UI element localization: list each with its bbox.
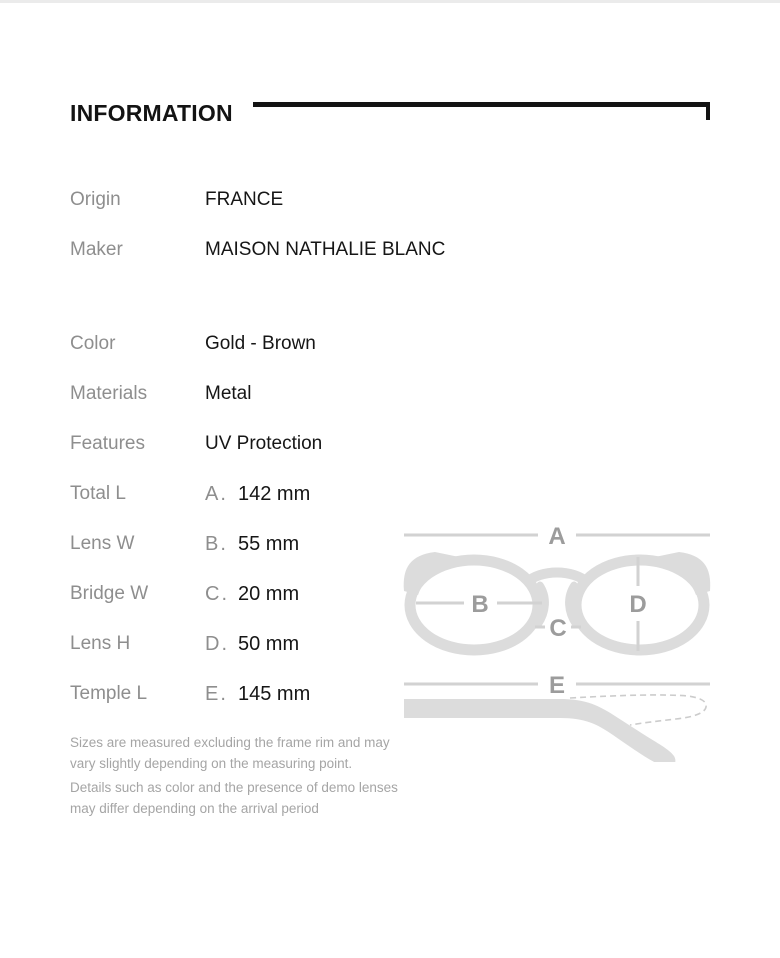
measure-value: 142 mm (238, 483, 311, 505)
information-header (70, 100, 710, 126)
measure-label: Temple L (70, 683, 148, 704)
spec-label: Color (70, 333, 116, 354)
measurement-notes (70, 732, 408, 819)
measure-label: Total L (70, 483, 126, 504)
spec-row-origin (70, 188, 710, 212)
spec-row-maker (70, 238, 710, 262)
measure-value: 55 mm (238, 533, 300, 555)
measure-letter: D. (205, 633, 229, 655)
bridge (526, 573, 588, 584)
diagram-label-e: E (548, 672, 566, 699)
spec-label: Features (70, 433, 145, 454)
measure-label: Lens W (70, 533, 135, 554)
spec-value: FRANCE (205, 189, 284, 210)
measure-letter: E. (205, 683, 228, 705)
measure-value: 20 mm (238, 583, 300, 605)
measure-letter: B. (205, 533, 228, 555)
temple-arm (404, 699, 675, 762)
spec-value: UV Protection (205, 433, 323, 454)
top-divider (0, 0, 780, 3)
glasses-diagram (402, 527, 712, 762)
spec-row-color (70, 332, 710, 356)
spec-label: Materials (70, 383, 148, 404)
note-details: Details such as color and the presence of demo lenses may differ depending on the arrival period (70, 780, 398, 816)
measure-letter: A. (205, 483, 228, 505)
spec-value: MAISON NATHALIE BLANC (205, 239, 446, 260)
note-sizes: Sizes are measured excluding the frame rim and may vary slightly depending on the measuring point. (70, 735, 390, 771)
measure-value: 145 mm (238, 683, 311, 705)
header-rule (253, 102, 710, 120)
origin-maker-section (70, 188, 710, 262)
measure-label: Bridge W (70, 583, 149, 604)
diagram-label-c: C (549, 615, 567, 642)
diagram-label-a: A (548, 527, 566, 550)
spec-row-features (70, 432, 710, 456)
spec-value: Gold - Brown (205, 333, 316, 354)
spec-label: Origin (70, 189, 121, 210)
section-title: INFORMATION (70, 100, 233, 126)
spec-row-materials (70, 382, 710, 406)
measure-value: 50 mm (238, 633, 300, 655)
measure-letter: C. (205, 583, 229, 605)
measure-row-total-length (70, 482, 710, 506)
diagram-label-d: D (629, 591, 647, 618)
measure-label: Lens H (70, 633, 131, 654)
spec-label: Maker (70, 239, 123, 260)
spec-value: Metal (205, 383, 252, 404)
detail-spec-section (70, 332, 710, 456)
diagram-label-b: B (471, 591, 489, 618)
